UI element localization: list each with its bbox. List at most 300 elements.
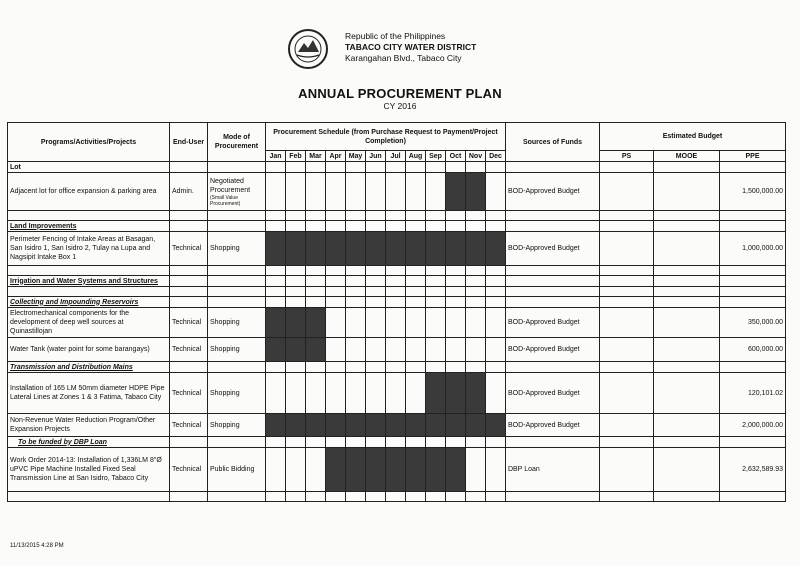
empty-cell [466,437,486,448]
empty-cell [266,297,286,308]
program-name: Electromechanical components for the development of deep well sources at Quinastillojan [8,308,170,338]
empty-cell [326,266,346,276]
empty-cell [720,276,786,287]
end-user-cell: Technical [170,414,208,437]
empty-cell [170,221,208,232]
section-row [8,297,786,308]
empty-cell [326,287,346,297]
empty-cell [366,492,386,502]
month-cell [326,338,346,362]
empty-cell [426,492,446,502]
program-name: Adjacent lot for office expansion & parking area [8,173,170,211]
empty-cell [346,362,366,373]
empty-cell [366,437,386,448]
empty-cell [266,362,286,373]
budget-mooe [654,232,720,266]
empty-cell [170,492,208,502]
procurement-table [7,122,786,502]
month-cell [286,373,306,414]
month-cell [426,448,446,492]
empty-cell [426,287,446,297]
empty-cell [426,297,446,308]
col-budget: Estimated Budget [600,123,786,151]
budget-ppe: 1,500,000.00 [720,173,786,211]
empty-cell [266,266,286,276]
spacer-row [8,211,786,221]
month-header: Oct [446,151,466,162]
empty-cell [426,266,446,276]
month-cell [366,173,386,211]
empty-cell [446,437,466,448]
empty-cell [170,297,208,308]
month-cell [466,448,486,492]
mode-cell [208,414,266,437]
empty-cell [306,162,326,173]
month-cell [446,173,466,211]
empty-cell [386,162,406,173]
empty-cell [446,287,466,297]
month-header: Nov [466,151,486,162]
empty-cell [486,437,506,448]
month-header: Feb [286,151,306,162]
month-cell [426,173,446,211]
month-cell [326,173,346,211]
budget-ps [600,448,654,492]
funds-source: BOD-Approved Budget [506,373,600,414]
spacer-row [8,266,786,276]
program-name: Perimeter Fencing of Intake Areas at Basagan, San Isidro 1, San Isidro 2, Tulay na Lupa and Nagsipit Intake Box 1 [8,232,170,266]
empty-cell [720,162,786,173]
empty-cell [600,437,654,448]
empty-cell [600,211,654,221]
section-row [8,437,786,448]
month-cell [426,232,446,266]
section-label: Lot [8,162,170,173]
empty-cell [486,297,506,308]
month-cell [486,338,506,362]
empty-cell [366,162,386,173]
empty-cell [406,362,426,373]
month-cell [386,448,406,492]
empty-cell [600,362,654,373]
col-schedule: Procurement Schedule (from Purchase Request to Payment/Project Completion) [266,123,506,151]
month-cell [386,338,406,362]
section-label: Irrigation and Water Systems and Structures [8,276,170,287]
month-cell [346,414,366,437]
empty-cell [600,276,654,287]
empty-cell [266,221,286,232]
empty-cell [720,211,786,221]
month-cell [306,308,326,338]
month-cell [266,373,286,414]
empty-cell [406,276,426,287]
table-row [8,373,786,414]
empty-cell [506,287,600,297]
table-row [8,173,786,211]
empty-cell [266,276,286,287]
empty-cell [326,297,346,308]
month-cell [426,373,446,414]
empty-cell [720,362,786,373]
empty-cell [406,162,426,173]
empty-cell [326,162,346,173]
mode-text: Negotiated Procurement [210,177,251,194]
spacer-row [8,287,786,297]
mode-text: Shopping [210,421,240,429]
empty-cell [654,362,720,373]
month-cell [466,232,486,266]
empty-cell [170,162,208,173]
budget-col-header: MOOE [654,151,720,162]
empty-cell [208,287,266,297]
empty-cell [346,211,366,221]
month-cell [386,414,406,437]
budget-ps [600,308,654,338]
month-header: Dec [486,151,506,162]
empty-cell [446,162,466,173]
empty-cell [446,492,466,502]
print-timestamp: 11/13/2015 4:28 PM [10,543,64,549]
empty-cell [286,437,306,448]
empty-cell [600,162,654,173]
funds-source: BOD-Approved Budget [506,338,600,362]
month-cell [326,373,346,414]
empty-cell [654,297,720,308]
empty-cell [208,162,266,173]
empty-cell [306,276,326,287]
empty-cell [654,492,720,502]
empty-cell [426,162,446,173]
end-user-cell: Technical [170,448,208,492]
page-title: ANNUAL PROCUREMENT PLAN [298,86,502,101]
empty-cell [466,162,486,173]
month-cell [366,448,386,492]
empty-cell [266,437,286,448]
month-cell [386,232,406,266]
empty-cell [506,221,600,232]
empty-cell [406,492,426,502]
empty-cell [208,266,266,276]
empty-cell [506,266,600,276]
month-cell [406,308,426,338]
empty-cell [446,211,466,221]
empty-cell [386,221,406,232]
empty-cell [8,211,170,221]
empty-cell [386,362,406,373]
month-cell [366,414,386,437]
col-programs: Programs/Activities/Projects [8,123,170,162]
month-cell [346,373,366,414]
empty-cell [286,297,306,308]
budget-col-header: PS [600,151,654,162]
empty-cell [286,162,306,173]
month-cell [266,232,286,266]
empty-cell [170,362,208,373]
empty-cell [346,297,366,308]
empty-cell [426,362,446,373]
empty-cell [326,362,346,373]
month-cell [266,173,286,211]
month-cell [486,373,506,414]
end-user-cell: Technical [170,338,208,362]
month-header: Jan [266,151,286,162]
budget-ppe: 2,632,589.93 [720,448,786,492]
month-header: Sep [426,151,446,162]
month-header: Jul [386,151,406,162]
empty-cell [406,211,426,221]
empty-cell [654,162,720,173]
empty-cell [506,362,600,373]
empty-cell [654,211,720,221]
empty-cell [654,276,720,287]
month-cell [486,308,506,338]
empty-cell [466,276,486,287]
month-cell [406,414,426,437]
month-cell [486,173,506,211]
empty-cell [466,362,486,373]
month-cell [286,308,306,338]
empty-cell [446,297,466,308]
month-header: Apr [326,151,346,162]
col-sources: Sources of Funds [506,123,600,162]
month-cell [466,338,486,362]
month-cell [446,232,466,266]
empty-cell [600,297,654,308]
empty-cell [8,266,170,276]
empty-cell [306,221,326,232]
empty-cell [346,276,366,287]
section-row [8,362,786,373]
empty-cell [208,211,266,221]
month-cell [326,308,346,338]
empty-cell [386,276,406,287]
empty-cell [600,492,654,502]
budget-mooe [654,338,720,362]
month-cell [486,414,506,437]
empty-cell [306,492,326,502]
month-cell [346,448,366,492]
empty-cell [170,287,208,297]
mode-cell [208,448,266,492]
empty-cell [446,276,466,287]
month-cell [286,448,306,492]
empty-cell [170,211,208,221]
empty-cell [286,221,306,232]
section-row [8,162,786,173]
empty-cell [406,221,426,232]
empty-cell [506,211,600,221]
empty-cell [466,492,486,502]
section-label: Land Improvements [8,221,170,232]
mode-cell [208,373,266,414]
empty-cell [306,437,326,448]
month-header: May [346,151,366,162]
end-user-cell: Technical [170,308,208,338]
month-cell [346,338,366,362]
empty-cell [366,266,386,276]
budget-ps [600,232,654,266]
month-cell [286,173,306,211]
empty-cell [720,221,786,232]
empty-cell [170,266,208,276]
month-cell [346,308,366,338]
empty-cell [406,266,426,276]
month-cell [306,338,326,362]
empty-cell [486,287,506,297]
empty-cell [466,211,486,221]
empty-cell [208,297,266,308]
month-cell [386,308,406,338]
empty-cell [366,297,386,308]
mode-cell [208,308,266,338]
section-label: Transmission and Distribution Mains [8,362,170,373]
month-cell [286,414,306,437]
empty-cell [286,492,306,502]
month-cell [466,308,486,338]
empty-cell [286,266,306,276]
section-label: Collecting and Impounding Reservoirs [8,297,170,308]
month-cell [426,338,446,362]
month-cell [446,414,466,437]
empty-cell [506,276,600,287]
program-name: Water Tank (water point for some barangays) [8,338,170,362]
mode-text: Shopping [210,346,240,353]
empty-cell [306,362,326,373]
month-cell [406,232,426,266]
empty-cell [208,492,266,502]
budget-mooe [654,414,720,437]
month-cell [446,373,466,414]
section-row [8,221,786,232]
month-cell [346,173,366,211]
month-cell [306,173,326,211]
month-header: Mar [306,151,326,162]
end-user-cell: Technical [170,373,208,414]
empty-cell [386,492,406,502]
budget-mooe [654,373,720,414]
month-cell [386,173,406,211]
empty-cell [720,266,786,276]
spacer-row [8,492,786,502]
table-row [8,414,786,437]
mode-text: Shopping [210,245,240,252]
empty-cell [208,221,266,232]
empty-cell [406,437,426,448]
budget-ps [600,373,654,414]
month-cell [446,308,466,338]
month-cell [286,338,306,362]
empty-cell [386,266,406,276]
empty-cell [426,276,446,287]
empty-cell [346,492,366,502]
month-cell [366,338,386,362]
empty-cell [266,492,286,502]
month-cell [286,232,306,266]
empty-cell [306,211,326,221]
month-cell [406,373,426,414]
table-row [8,308,786,338]
program-name: Installation of 165 LM 50mm diameter HDPE Pipe Lateral Lines at Zones 1 & 3 Fatima, Tabaco City [8,373,170,414]
month-cell [346,232,366,266]
program-name: Work Order 2014-13: Installation of 1,336LM 8"Ø uPVC Pipe Machine Installed Fixed Seal Transmission Line at San Isidro, Tabaco City [8,448,170,492]
empty-cell [346,287,366,297]
budget-ppe: 2,000,000.00 [720,414,786,437]
table-row [8,448,786,492]
empty-cell [208,437,266,448]
empty-cell [446,266,466,276]
month-cell [486,232,506,266]
mode-cell [208,232,266,266]
budget-col-header: PPE [720,151,786,162]
budget-mooe [654,173,720,211]
month-cell [366,232,386,266]
month-cell [326,448,346,492]
month-cell [266,308,286,338]
empty-cell [506,297,600,308]
program-name: Non-Revenue Water Reduction Program/Other Expansion Projects [8,414,170,437]
table-row [8,338,786,362]
empty-cell [346,266,366,276]
empty-cell [346,221,366,232]
budget-mooe [654,308,720,338]
funds-source: BOD-Approved Budget [506,308,600,338]
empty-cell [386,211,406,221]
empty-cell [366,221,386,232]
month-cell [406,448,426,492]
empty-cell [366,287,386,297]
empty-cell [654,437,720,448]
empty-cell [8,492,170,502]
empty-cell [600,221,654,232]
empty-cell [346,437,366,448]
funds-source: BOD-Approved Budget [506,232,600,266]
mode-text: Shopping [210,389,240,397]
district-address: Karangahan Blvd., Tabaco City [345,53,462,63]
mode-cell [208,338,266,362]
empty-cell [426,221,446,232]
empty-cell [426,437,446,448]
empty-cell [466,266,486,276]
empty-cell [406,297,426,308]
empty-cell [654,221,720,232]
month-cell [366,373,386,414]
mode-note: (Small Value Procurement) [210,194,241,207]
empty-cell [720,297,786,308]
empty-cell [306,287,326,297]
budget-ppe: 600,000.00 [720,338,786,362]
mode-text: Public Bidding [210,466,255,473]
empty-cell [326,276,346,287]
empty-cell [654,266,720,276]
empty-cell [486,266,506,276]
budget-mooe [654,448,720,492]
empty-cell [654,287,720,297]
empty-cell [306,297,326,308]
budget-ppe: 1,000,000.00 [720,232,786,266]
empty-cell [366,362,386,373]
empty-cell [406,287,426,297]
budget-ppe: 350,000.00 [720,308,786,338]
month-cell [466,173,486,211]
mode-text: Shopping [210,319,240,326]
month-cell [386,373,406,414]
empty-cell [506,492,600,502]
section-row [8,276,786,287]
month-cell [406,338,426,362]
empty-cell [446,362,466,373]
empty-cell [486,362,506,373]
month-cell [466,414,486,437]
